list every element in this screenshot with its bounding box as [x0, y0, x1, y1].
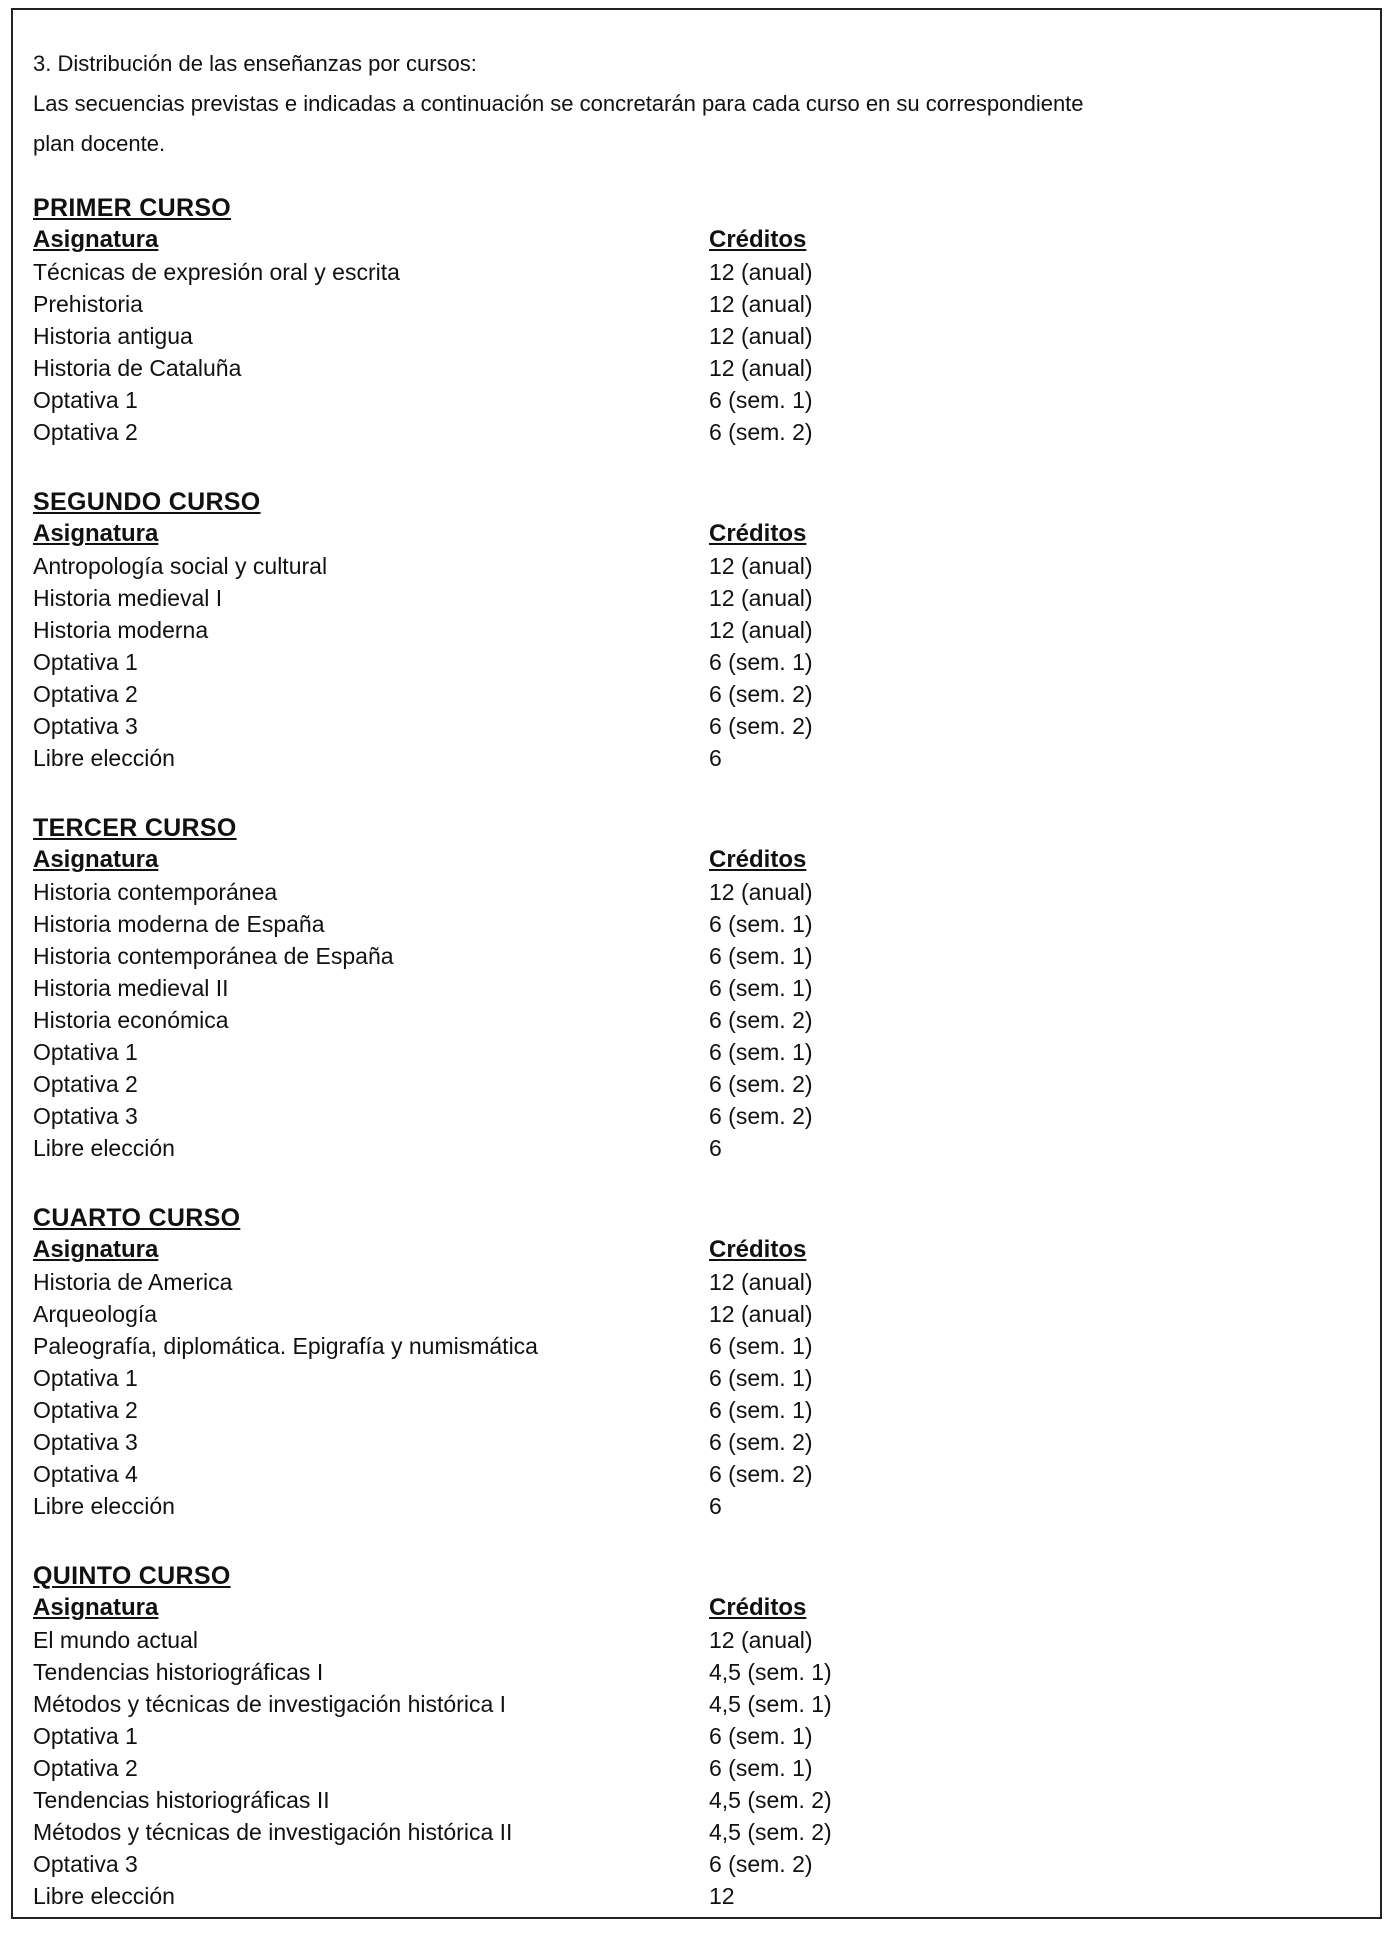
- subject-row: [33, 1720, 1353, 1752]
- course-section: [33, 486, 1353, 774]
- subject-row: [33, 1816, 1353, 1848]
- subject-name: Historia de America: [33, 1269, 233, 1295]
- subject-credits: 4,5 (sem. 2): [709, 1787, 832, 1813]
- subject-name: Optativa 4: [33, 1461, 138, 1487]
- subject-credits: 6 (sem. 1): [709, 1365, 813, 1391]
- subject-credits: 6 (sem. 1): [709, 1333, 813, 1359]
- subject-name: Optativa 3: [33, 713, 138, 739]
- subject-name: Libre elección: [33, 1883, 175, 1909]
- subject-name: Historia medieval II: [33, 975, 229, 1001]
- subject-credits: 12 (anual): [709, 355, 813, 381]
- subject-row: [33, 972, 1353, 1004]
- subject-row: [33, 1490, 1353, 1522]
- subject-credits: 12 (anual): [709, 1301, 813, 1327]
- subject-name: Optativa 1: [33, 649, 138, 675]
- subject-credits: 6: [709, 745, 722, 771]
- subject-credits: 12 (anual): [709, 1627, 813, 1653]
- subject-credits: 12 (anual): [709, 323, 813, 349]
- subject-row: [33, 1426, 1353, 1458]
- subject-name: Antropología social y cultural: [33, 553, 328, 579]
- subject-row: [33, 384, 1353, 416]
- subject-row: [33, 646, 1353, 678]
- intro-paragraph-line-2: plan docente.: [33, 131, 166, 156]
- subject-name: Optativa 1: [33, 1039, 138, 1065]
- subject-credits: 6 (sem. 2): [709, 1851, 813, 1877]
- column-header-subject: Asignatura: [33, 1594, 159, 1621]
- subject-row: [33, 320, 1353, 352]
- subject-row: [33, 678, 1353, 710]
- subject-row: [33, 1848, 1353, 1880]
- subject-row: [33, 742, 1353, 774]
- subject-name: Optativa 1: [33, 387, 138, 413]
- subject-credits: 6 (sem. 1): [709, 649, 813, 675]
- subject-name: Métodos y técnicas de investigación histórica II: [33, 1819, 513, 1845]
- subject-row: [33, 1752, 1353, 1784]
- subject-row: [33, 1330, 1353, 1362]
- subject-credits: 12: [709, 1883, 735, 1909]
- subject-name: Optativa 2: [33, 1397, 138, 1423]
- subject-credits: 6 (sem. 2): [709, 1103, 813, 1129]
- subject-row: [33, 1298, 1353, 1330]
- subject-credits: 4,5 (sem. 1): [709, 1659, 832, 1685]
- subject-credits: 12 (anual): [709, 291, 813, 317]
- subject-row: [33, 1266, 1353, 1298]
- subject-credits: 6 (sem. 2): [709, 681, 813, 707]
- course-title: TERCER CURSO: [33, 814, 237, 842]
- subject-name: Optativa 1: [33, 1723, 138, 1749]
- subject-name: Libre elección: [33, 745, 175, 771]
- column-header-row: [33, 1592, 1353, 1624]
- subject-row: [33, 1132, 1353, 1164]
- subject-name: Optativa 3: [33, 1851, 138, 1877]
- subject-credits: 6 (sem. 1): [709, 1397, 813, 1423]
- subject-credits: 12 (anual): [709, 617, 813, 643]
- subject-name: Historia moderna: [33, 617, 209, 643]
- subject-row: [33, 256, 1353, 288]
- course-title: PRIMER CURSO: [33, 194, 232, 222]
- subject-name: Optativa 3: [33, 1103, 138, 1129]
- subject-row: [33, 1458, 1353, 1490]
- subject-credits: 6 (sem. 2): [709, 1071, 813, 1097]
- subject-credits: 6 (sem. 2): [709, 713, 813, 739]
- subject-credits: 4,5 (sem. 2): [709, 1819, 832, 1845]
- subject-name: Prehistoria: [33, 291, 143, 317]
- subject-credits: 12 (anual): [709, 553, 813, 579]
- subject-name: Optativa 1: [33, 1365, 138, 1391]
- subject-name: Historia contemporánea: [33, 879, 278, 905]
- column-header-credits: Créditos: [709, 1594, 807, 1621]
- subject-credits: 6 (sem. 1): [709, 975, 813, 1001]
- subject-name: Historia económica: [33, 1007, 229, 1033]
- course-section: [33, 1202, 1353, 1522]
- subject-name: Optativa 2: [33, 1755, 138, 1781]
- subject-name: Historia antigua: [33, 323, 193, 349]
- course-section: [33, 1560, 1353, 1912]
- column-header-subject: Asignatura: [33, 1236, 159, 1263]
- column-header-row: [33, 1234, 1353, 1266]
- subject-credits: 6 (sem. 2): [709, 1461, 813, 1487]
- subject-credits: 12 (anual): [709, 585, 813, 611]
- subject-name: Tendencias historiográficas I: [33, 1659, 324, 1685]
- subject-credits: 6: [709, 1135, 722, 1161]
- subject-row: [33, 710, 1353, 742]
- subject-row: [33, 1784, 1353, 1816]
- subject-row: [33, 352, 1353, 384]
- subject-credits: 6 (sem. 1): [709, 943, 813, 969]
- course-title: CUARTO CURSO: [33, 1204, 241, 1232]
- course-section: [33, 812, 1353, 1164]
- subject-name: Historia medieval I: [33, 585, 223, 611]
- subject-row: [33, 1004, 1353, 1036]
- subject-credits: 6 (sem. 1): [709, 1723, 813, 1749]
- subject-name: Libre elección: [33, 1493, 175, 1519]
- column-header-credits: Créditos: [709, 1236, 807, 1263]
- subject-name: Optativa 2: [33, 681, 138, 707]
- subject-credits: 6 (sem. 1): [709, 1755, 813, 1781]
- subject-name: Optativa 3: [33, 1429, 138, 1455]
- subject-row: [33, 1656, 1353, 1688]
- subject-name: Optativa 2: [33, 1071, 138, 1097]
- subject-row: [33, 614, 1353, 646]
- subject-row: [33, 1036, 1353, 1068]
- course-title: SEGUNDO CURSO: [33, 488, 261, 516]
- subject-credits: 12 (anual): [709, 879, 813, 905]
- subject-name: Optativa 2: [33, 419, 138, 445]
- subject-name: El mundo actual: [33, 1627, 198, 1653]
- subject-name: Historia contemporánea de España: [33, 943, 394, 969]
- subject-row: [33, 1880, 1353, 1912]
- subject-credits: 4,5 (sem. 1): [709, 1691, 832, 1717]
- subject-row: [33, 876, 1353, 908]
- column-header-credits: Créditos: [709, 846, 807, 873]
- subject-credits: 12 (anual): [709, 1269, 813, 1295]
- subject-credits: 6 (sem. 1): [709, 387, 813, 413]
- column-header-subject: Asignatura: [33, 226, 159, 253]
- subject-name: Métodos y técnicas de investigación histórica I: [33, 1691, 507, 1717]
- subject-credits: 6 (sem. 2): [709, 1429, 813, 1455]
- subject-name: Paleografía, diplomática. Epigrafía y numismática: [33, 1333, 538, 1359]
- subject-row: [33, 550, 1353, 582]
- column-header-credits: Créditos: [709, 520, 807, 547]
- subject-credits: 6 (sem. 1): [709, 1039, 813, 1065]
- course-title: QUINTO CURSO: [33, 1562, 231, 1590]
- courses-list: [33, 192, 1353, 1950]
- subject-credits: 12 (anual): [709, 259, 813, 285]
- subject-name: Técnicas de expresión oral y escrita: [33, 259, 400, 285]
- subject-credits: 6 (sem. 1): [709, 911, 813, 937]
- subject-row: [33, 1362, 1353, 1394]
- subject-row: [33, 582, 1353, 614]
- column-header-row: [33, 224, 1353, 256]
- subject-name: Arqueología: [33, 1301, 158, 1327]
- subject-name: Libre elección: [33, 1135, 175, 1161]
- subject-name: Historia moderna de España: [33, 911, 325, 937]
- subject-name: Tendencias historiográficas II: [33, 1787, 330, 1813]
- column-header-credits: Créditos: [709, 226, 807, 253]
- column-header-subject: Asignatura: [33, 520, 159, 547]
- subject-credits: 6 (sem. 2): [709, 419, 813, 445]
- column-header-subject: Asignatura: [33, 846, 159, 873]
- subject-row: [33, 1068, 1353, 1100]
- course-section: [33, 192, 1353, 448]
- subject-row: [33, 1394, 1353, 1426]
- intro-section: [33, 44, 1353, 164]
- column-header-row: [33, 518, 1353, 550]
- subject-row: [33, 288, 1353, 320]
- subject-row: [33, 940, 1353, 972]
- subject-name: Historia de Cataluña: [33, 355, 242, 381]
- subject-row: [33, 416, 1353, 448]
- column-header-row: [33, 844, 1353, 876]
- intro-heading: 3. Distribución de las enseñanzas por cursos:: [33, 51, 477, 76]
- subject-row: [33, 1624, 1353, 1656]
- subject-credits: 6: [709, 1493, 722, 1519]
- subject-row: [33, 1688, 1353, 1720]
- subject-credits: 6 (sem. 2): [709, 1007, 813, 1033]
- subject-row: [33, 908, 1353, 940]
- intro-paragraph-line-1: Las secuencias previstas e indicadas a continuación se concretarán para cada curso en su correspondiente: [33, 91, 1084, 116]
- subject-row: [33, 1100, 1353, 1132]
